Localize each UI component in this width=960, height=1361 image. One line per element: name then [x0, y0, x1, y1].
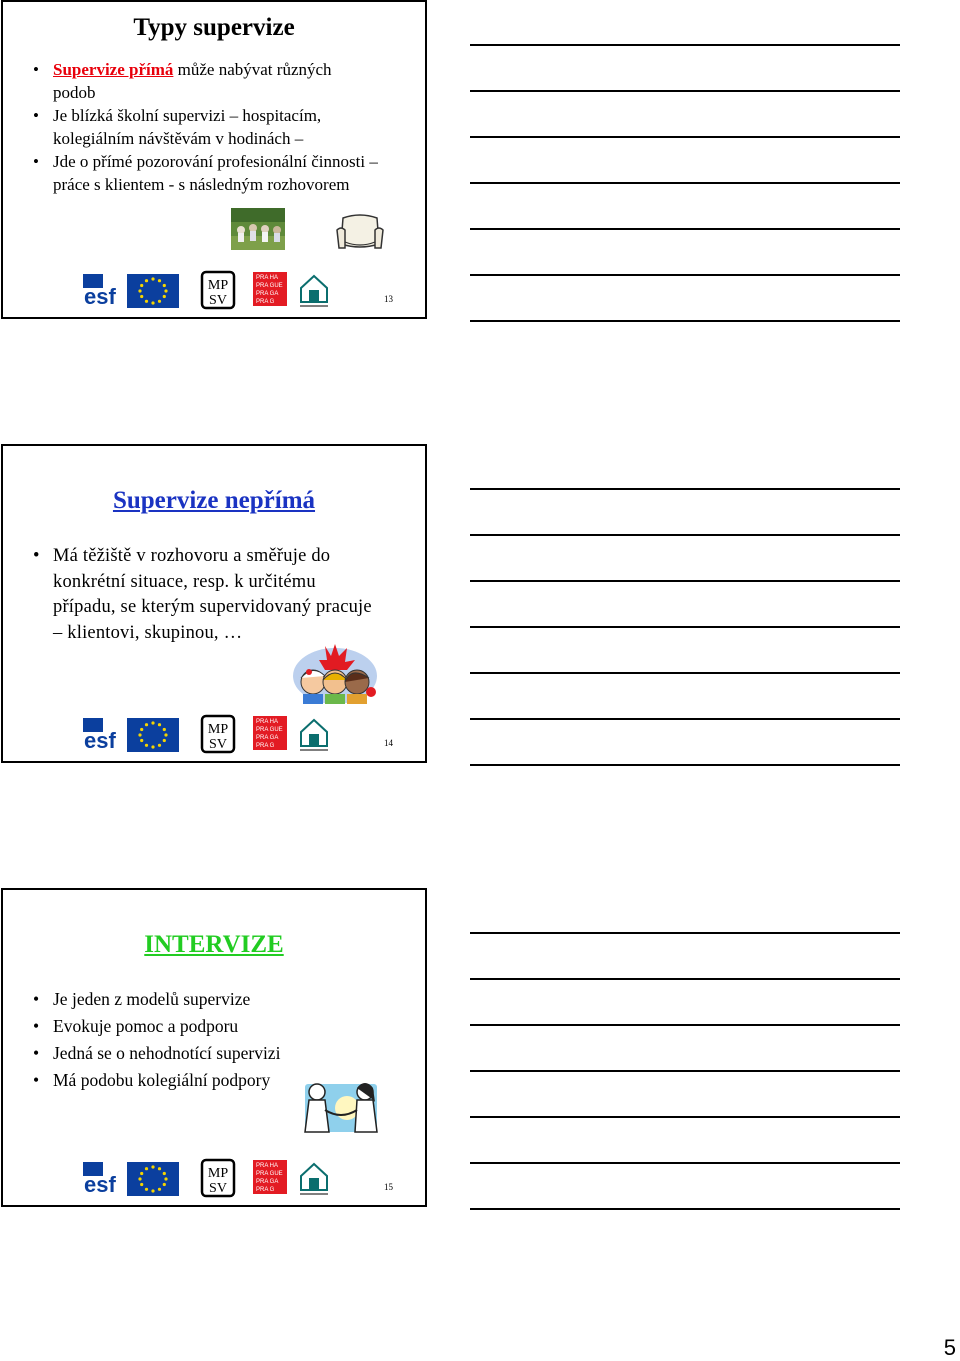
- slide-14: [1, 444, 427, 763]
- praha-logo: [253, 1160, 287, 1194]
- kids-illustration: [291, 642, 379, 706]
- notes-lines: [470, 444, 900, 766]
- slide-title: Typy supervize: [133, 14, 295, 41]
- svg-text:SV: SV: [209, 293, 227, 308]
- svg-text:MP: MP: [207, 722, 229, 737]
- svg-text:MP: MP: [207, 278, 229, 293]
- esf-logo: [81, 1162, 123, 1197]
- svg-text:PRA GA: PRA GA: [256, 1179, 279, 1185]
- bullet-item: [33, 544, 378, 646]
- esf-logo: [81, 718, 123, 753]
- bullet-text: Má těžiště v rozhovoru a směřuje do konkrétní situace, resp. k určitému případu, se kterým supervidovaný pracuje – klientovi, skupinou, …: [53, 546, 372, 643]
- svg-text:PRA HA: PRA HA: [256, 275, 279, 281]
- slide-title: Supervize nepřímá: [112, 487, 316, 514]
- slide-13: [1, 0, 427, 319]
- bullet-item: [33, 1013, 378, 1040]
- svg-text:PRA GUE: PRA GUE: [256, 283, 283, 289]
- slide-number: 15: [384, 1182, 393, 1192]
- bullet-item: [33, 104, 378, 150]
- armchair-icon: [335, 214, 385, 252]
- bullet-text: Jedná se o nehodnotící supervizi: [53, 1043, 281, 1063]
- mpsv-logo: [202, 716, 234, 752]
- svg-text:SV: SV: [209, 737, 227, 752]
- sheet-page-number: 5: [943, 1335, 956, 1360]
- esf-logo-text: esf: [84, 284, 116, 309]
- bullet-list: [33, 58, 378, 196]
- eu-flag-logo: [127, 1162, 179, 1196]
- logo-strip: [81, 712, 331, 754]
- svg-text:PRA GUE: PRA GUE: [256, 1171, 283, 1177]
- svg-text:PRA GA: PRA GA: [256, 291, 279, 297]
- slide-title: INTERVIZE: [144, 931, 284, 958]
- house-logo: [300, 1164, 328, 1194]
- praha-logo: [253, 716, 287, 750]
- svg-text:PRA G: PRA G: [256, 1187, 275, 1193]
- bullet-accent: Supervize přímá: [53, 60, 174, 79]
- eu-flag-logo: [127, 718, 179, 752]
- logo-strip: [81, 1156, 331, 1198]
- svg-text:PRA GUE: PRA GUE: [256, 727, 283, 733]
- notes-lines: [470, 0, 900, 322]
- mpsv-logo: [202, 272, 234, 308]
- slide-15: [1, 888, 427, 1207]
- bullet-text: Jde o přímé pozorování profesionální činnosti – práce s klientem - s následným rozhovorem: [53, 152, 378, 194]
- sponsor-logos: [81, 712, 331, 754]
- esf-logo-text: esf: [84, 1172, 116, 1197]
- svg-text:PRA HA: PRA HA: [256, 719, 279, 725]
- slide-number: 13: [384, 294, 393, 304]
- bullet-text: Je blízká školní supervizi – hospitacím, kolegiálním návštěvám v hodinách –: [53, 106, 322, 148]
- bullet-text: může nabývat různých podob: [53, 60, 332, 102]
- svg-text:PRA G: PRA G: [256, 299, 275, 305]
- bullet-text: Má podobu kolegiální podpory: [53, 1070, 271, 1090]
- house-logo: [300, 276, 328, 306]
- logo-strip: [81, 268, 331, 310]
- bullet-list: [33, 986, 378, 1094]
- esf-logo-text: esf: [84, 728, 116, 753]
- house-logo: [300, 720, 328, 750]
- handshake-illustration: [297, 1080, 383, 1134]
- svg-text:SV: SV: [209, 1181, 227, 1196]
- praha-logo: [253, 272, 287, 306]
- bullet-text: Je jeden z modelů supervize: [53, 989, 251, 1009]
- svg-text:PRA HA: PRA HA: [256, 1163, 279, 1169]
- bullet-list: [33, 544, 378, 646]
- svg-text:PRA G: PRA G: [256, 743, 275, 749]
- bullet-item: [33, 1040, 378, 1067]
- bullet-item: [33, 150, 378, 196]
- bullet-text: Evokuje pomoc a podporu: [53, 1016, 239, 1036]
- sponsor-logos: [81, 268, 331, 310]
- slide-number: 14: [384, 738, 393, 748]
- bullet-item: [33, 58, 378, 104]
- eu-flag-logo: [127, 274, 179, 308]
- group-photo-image: [231, 208, 285, 250]
- sponsor-logos: [81, 1156, 331, 1198]
- esf-logo: [81, 274, 123, 309]
- notes-lines: [470, 888, 900, 1210]
- svg-text:MP: MP: [207, 1166, 229, 1181]
- bullet-item: [33, 986, 378, 1013]
- svg-text:PRA GA: PRA GA: [256, 735, 279, 741]
- mpsv-logo: [202, 1160, 234, 1196]
